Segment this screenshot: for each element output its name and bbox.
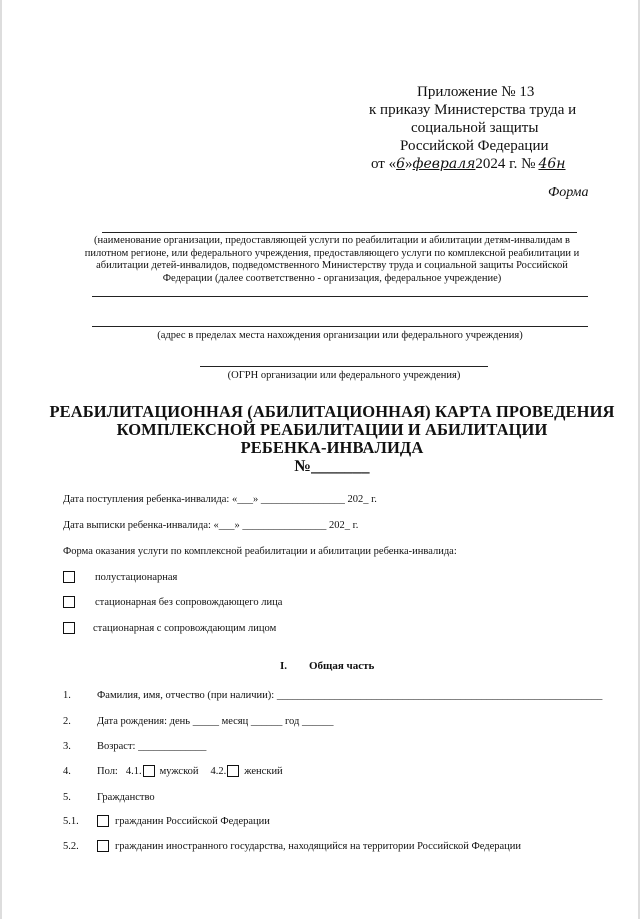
card-title-line2: КОМПЛЕКСНОЙ РЕАБИЛИТАЦИИ И АБИЛИТАЦИИ: [116, 420, 548, 439]
citizen-foreign-checkbox[interactable]: [97, 840, 109, 852]
item-text: Возраст: _____________: [97, 741, 207, 752]
sex-male-number: 4.1.: [125, 765, 142, 777]
checkbox[interactable]: [63, 571, 75, 583]
sex-female-label: женский: [244, 765, 283, 777]
service-form-question: Форма оказания услуги по комплексной реабилитации и абилитации ребенка-инвалида:: [63, 546, 457, 557]
discharge-date-field[interactable]: Дата выписки ребенка-инвалида: «___» ________________ 202_ г.: [63, 520, 359, 531]
scan-edge-left: [0, 0, 2, 919]
order-date: [371, 156, 566, 173]
card-number: №_______: [294, 456, 370, 475]
item-number: 1.: [63, 690, 71, 701]
sex-male-checkbox[interactable]: [143, 765, 155, 777]
option-label: стационарная без сопровождающего лица: [95, 596, 283, 608]
section-title: Общая часть: [309, 660, 375, 672]
sex-female-checkbox[interactable]: [227, 765, 239, 777]
item-citizen-foreign[interactable]: [63, 840, 521, 852]
item-number: 3.: [63, 741, 71, 752]
item-text: гражданин Российской Федерации: [115, 815, 270, 827]
item-citizen-rf[interactable]: [63, 815, 270, 827]
item-number: 2.: [63, 716, 71, 727]
org-name-caption: (наименование организации, предоставляющей услуги по реабилитации и абилитации детям-инвалидам в пилотном регионе, или федерального учреждения, предоставляющего услуги по комплексной реабилитации и абилитации детей-инвалидов, подведомственного Министерству труда и социальной защиты Российской Федерации (далее соответственно - организация, федеральное учреждение): [84, 235, 580, 284]
item-number: 5.1.: [63, 815, 79, 827]
item-number: 5.2.: [63, 840, 79, 852]
date-quote-close: »: [405, 156, 413, 172]
item-text: Гражданство: [97, 792, 155, 803]
item-number: 5.: [63, 792, 71, 803]
card-title-line3: РЕБЕНКА-ИНВАЛИДА: [240, 438, 424, 457]
item-text: Дата рождения: день _____ месяц ______ год ______: [97, 716, 334, 727]
address-caption: (адрес в пределах места нахождения организации или федерального учреждения): [157, 330, 523, 341]
ministry-line: социальной защиты: [411, 120, 539, 136]
sex-label: Пол:: [97, 765, 118, 777]
ogrn-caption: (ОГРН организации или федерального учреждения): [227, 370, 461, 381]
item-text: гражданин иностранного государства, находящийся на территории Российской Федерации: [115, 840, 522, 852]
item-citizenship: [63, 792, 155, 803]
order-reference: к приказу Министерства труда и: [369, 102, 577, 118]
section-roman: I.: [280, 660, 288, 672]
sex-male-label: мужской: [159, 765, 199, 777]
item-number: 4.: [63, 765, 71, 777]
date-prefix: от «: [371, 156, 397, 172]
card-title-line1: РЕАБИЛИТАЦИОННАЯ (АБИЛИТАЦИОННАЯ) КАРТА ПРОВЕДЕНИЯ: [49, 402, 615, 421]
address-line: [92, 326, 588, 327]
org-name-line-2: [92, 296, 588, 297]
order-number-handwritten: 46н: [538, 156, 566, 172]
item-full-name[interactable]: [63, 690, 602, 701]
item-text: Фамилия, имя, отчество (при наличии): ______________________________________________________________: [97, 690, 603, 701]
date-year: 2024 г. №: [475, 156, 536, 172]
item-birth-date[interactable]: [63, 716, 333, 727]
checkbox[interactable]: [63, 622, 75, 634]
citizen-rf-checkbox[interactable]: [97, 815, 109, 827]
federation-line: Российской Федерации: [400, 138, 549, 154]
item-sex: [63, 765, 283, 777]
checkbox[interactable]: [63, 596, 75, 608]
org-name-line: [102, 232, 577, 233]
appendix-number: Приложение № 13: [417, 84, 535, 100]
form-label: Форма: [548, 185, 589, 200]
date-day-handwritten: 6: [396, 156, 406, 172]
admission-date-field[interactable]: Дата поступления ребенка-инвалида: «___» ________________ 202_ г.: [63, 494, 377, 505]
item-age[interactable]: [63, 741, 206, 752]
service-form-option-inpatient-accompanied[interactable]: [63, 622, 276, 634]
date-month-handwritten: февраля: [412, 156, 476, 172]
option-label: стационарная с сопровождающим лицом: [93, 622, 277, 634]
service-form-option-semi[interactable]: [63, 571, 177, 583]
service-form-option-inpatient-alone[interactable]: [63, 596, 282, 608]
option-label: полустационарная: [95, 571, 178, 583]
sex-female-number: 4.2.: [210, 765, 227, 777]
ogrn-line: [200, 366, 488, 367]
